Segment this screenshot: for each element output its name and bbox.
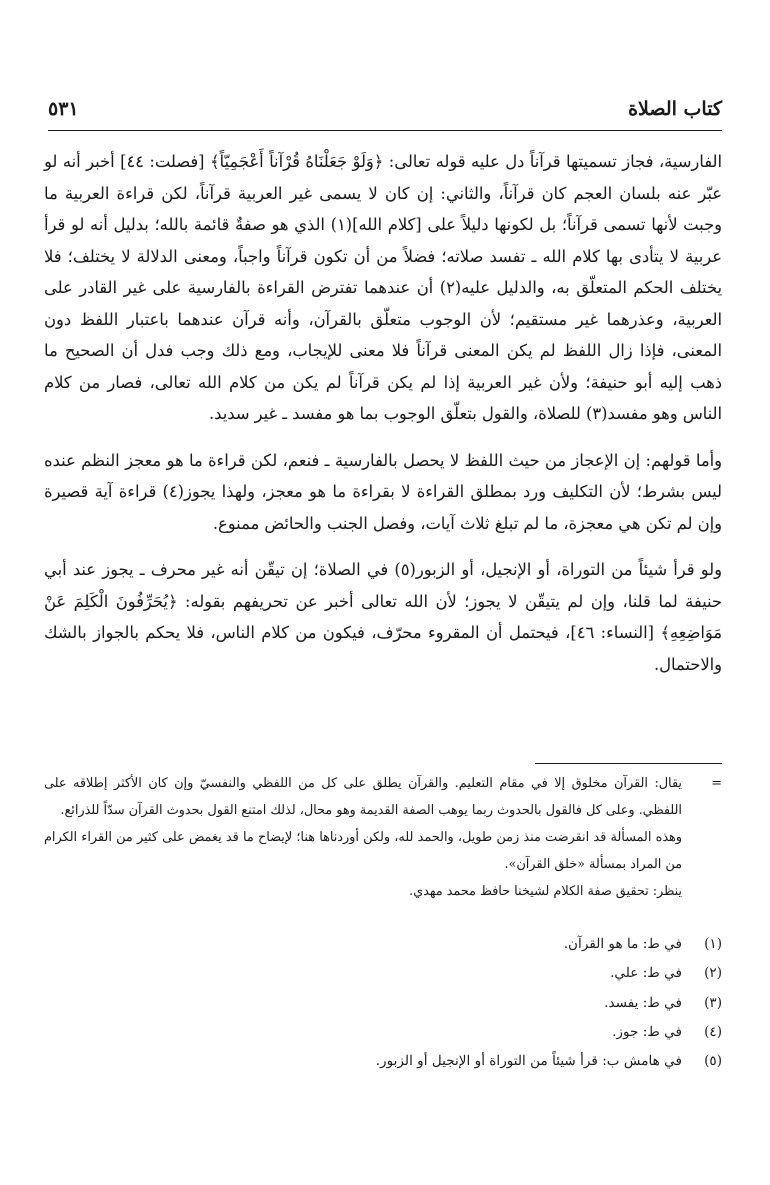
- footnote-number: (٢): [704, 965, 722, 982]
- footnote-continuation: [44, 770, 722, 905]
- footnote-item: [44, 1047, 722, 1076]
- paragraph: وأما قولهم: إن الإعجاز من حيث اللفظ لا يحصل بالفارسية ـ فنعم، لكن قراءة ما هو معجز النظم عنده ليس بشرط؛ لأن التكليف ورد بمطلق القراءة لا بقراءة ما هو معجز، ولهذا يجوز(٤) قراءة آية قصيرة وإن لم تكن هي معجزة، ما لم تبلغ ثلاث آيات، وفصل الجنب والحائض ممنوع.: [44, 450, 722, 533]
- footnote-paragraph: يقال: القرآن مخلوق إلا في مقام التعليم. والقرآن يطلق على كل من اللفظي والنفسيّ وإن كان الأكثر إطلاقه على اللفظي. وعلى كل فالقول بالحدوث ربما يوهب الصفة القديمة وهو محال، لذلك امتنع القول بحدوث القرآن سدّاً للذرائع.: [44, 776, 682, 818]
- continuation-marker: =: [711, 776, 722, 791]
- running-head: [48, 94, 722, 124]
- footnote-paragraph: وهذه المسألة قد انقرضت منذ زمن طويل، والحمد لله، ولكن أوردناها هنا؛ لإيضاح ما قد يغمض على كثير من القراء الكرام من المراد بمسألة «خلق القرآن».: [44, 830, 682, 872]
- main-text: [44, 146, 722, 680]
- footnote-divider: [535, 763, 722, 764]
- footnote-item: [44, 989, 722, 1018]
- footnote-text: في ط: ما هو القرآن.: [563, 936, 682, 952]
- footnote-number: (٥): [704, 1053, 722, 1070]
- footnote-number: (٣): [704, 994, 722, 1011]
- footnote-list: [44, 930, 722, 1076]
- footnote-text: في ط: يفسد.: [604, 994, 682, 1011]
- footnote-text: في ط: جوز.: [612, 1023, 682, 1040]
- paragraph: الفارسية، فجاز تسميتها قرآناً دل عليه قوله تعالى: ﴿وَلَوْ جَعَلْنَاهُ قُرْآناً أَعْجَمِيّاً﴾ [فصلت: ٤٤] أخبر أنه لو عبّر عنه بلسان العجم كان قرآناً، والثاني: إن كان لا يسمى غير العربية قرآناً، لكن قراءة العربية ما وجبت لأنها تسمى قرآناً؛ بل لكونها دليلاً على [كلام الله](١) الذي هو صفةٌ قائمة بالله؛ بدليل أنه لو قرأ عربية لا يتأدى بها كلام الله ـ تفسد صلاته؛ فضلاً من أن تكون قرآناً واجباً، ومعنى الدلالة لا يختلف؛ فلا يختلف الحكم المتعلّق به، والدليل عليه(٢) أن عندهما تفترض القراءة بالفارسية على غير القادر على العربية، وعذرهما غير مستقيم؛ لأن الوجوب متعلّق بالقرآن، وأنه قرآن عندهما باعتبار اللفظ دون المعنى، فإذا زال اللفظ لم يكن المعنى قرآناً فلا معنى للإيجاب، ومع ذلك وجب فدل أن الصحيح ما ذهب إليه أبو حنيفة؛ ولأن غير العربية إذا لم يكن قرآناً لم يكن من كلام الله تعالى، فصار من كلام الناس وهو مفسد(٣) للصلاة، والقول بتعلّق الوجوب بما هو مفسد ـ غير سديد.: [44, 152, 722, 423]
- footnote-paragraph: ينظر: تحقيق صفة الكلام لشيخنا حافظ محمد مهدي.: [409, 884, 682, 899]
- footnote-number: (٤): [704, 1023, 722, 1040]
- footnote-text: في هامش ب: قرأ شيئاً من التوراة أو الإنجيل أو الزبور.: [375, 1053, 682, 1070]
- footnote-number: (١): [704, 936, 722, 952]
- footnote-text: في ط: علي.: [610, 965, 682, 982]
- header-divider: [48, 130, 722, 131]
- footnote-item: [44, 959, 722, 988]
- footnote-item: [44, 1018, 722, 1047]
- page-number: ٥٣١: [48, 98, 79, 120]
- paragraph: ولو قرأ شيئاً من التوراة، أو الإنجيل، أو الزبور(٥) في الصلاة؛ إن تيقّن أنه غير محرف ـ يجوز عند أبي حنيفة لما قلنا، وإن لم يتيقّن لا يجوز؛ لأن الله تعالى أخبر عن تحريفهم بقوله: ﴿يُحَرِّفُونَ الْكَلِمَ عَنْ مَوَاضِعِهِ﴾ [النساء: ٤٦]، فيحتمل أن المقروء محرّف، فيكون من كلام الناس، فلا يحكم بالجواز بالشك والاحتمال.: [44, 560, 722, 674]
- book-title: كتاب الصلاة: [628, 98, 722, 120]
- footnote-item: [44, 930, 722, 959]
